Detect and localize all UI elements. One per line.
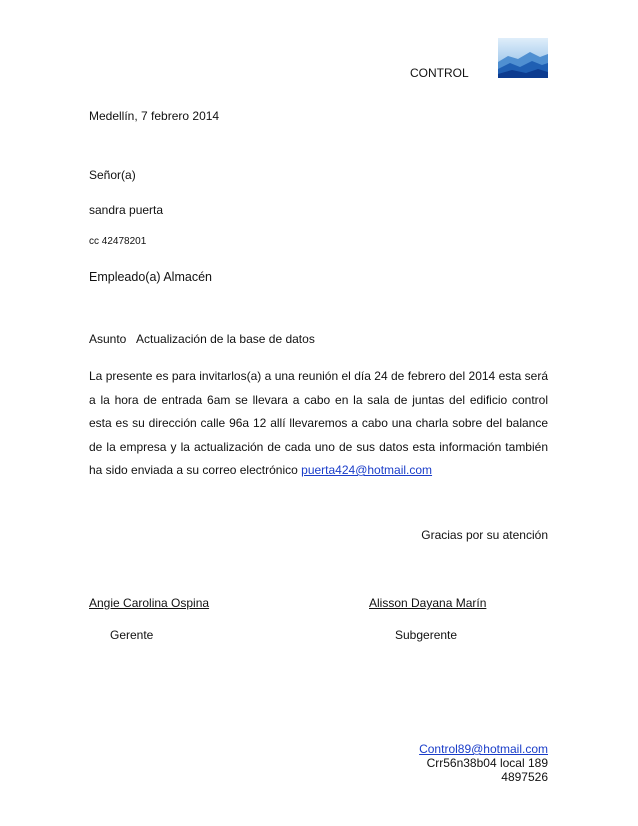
footer-contact [419,742,548,784]
mountain-logo-icon [498,38,548,78]
closing-line: Gracias por su atención [421,528,548,542]
signature-role-1: Gerente [110,628,154,642]
recipient-position: Empleado(a) Almacén [89,270,212,284]
letter-body [89,365,548,483]
subject-text: Actualización de la base de datos [136,332,315,346]
recipient-email-link[interactable]: puerta424@hotmail.com [301,463,433,477]
signature-role-2: Subgerente [395,628,458,642]
signature-name-1: Angie Carolina Ospina [89,596,210,610]
recipient-name: sandra puerta [89,203,164,217]
footer-phone: 4897526 [501,770,548,784]
footer-address: Crr56n38b04 local 189 [426,756,548,770]
recipient-id: cc 42478201 [89,236,147,247]
salutation: Señor(a) [89,168,136,182]
footer-email-link[interactable]: Control89@hotmail.com [419,742,548,756]
subject-label: Asunto [89,332,127,346]
signature-name-2: Alisson Dayana Marín [369,596,487,610]
body-paragraph: La presente es para invitarlos(a) a una reunión el día 24 de febrero del 2014 esta será a la hora de entrada 6am se llevara a cabo en la sala de juntas del edificio control esta es su dirección calle 96a 12 allí llevaremos a cabo una charla sobre del balance de la empresa y la actualización de cada uno de sus datos esta información también ha sido enviada a su correo electrónico [89,369,548,477]
company-name: CONTROL [410,66,469,80]
subject-line [89,332,315,346]
letter-date: Medellín, 7 febrero 2014 [89,109,220,123]
